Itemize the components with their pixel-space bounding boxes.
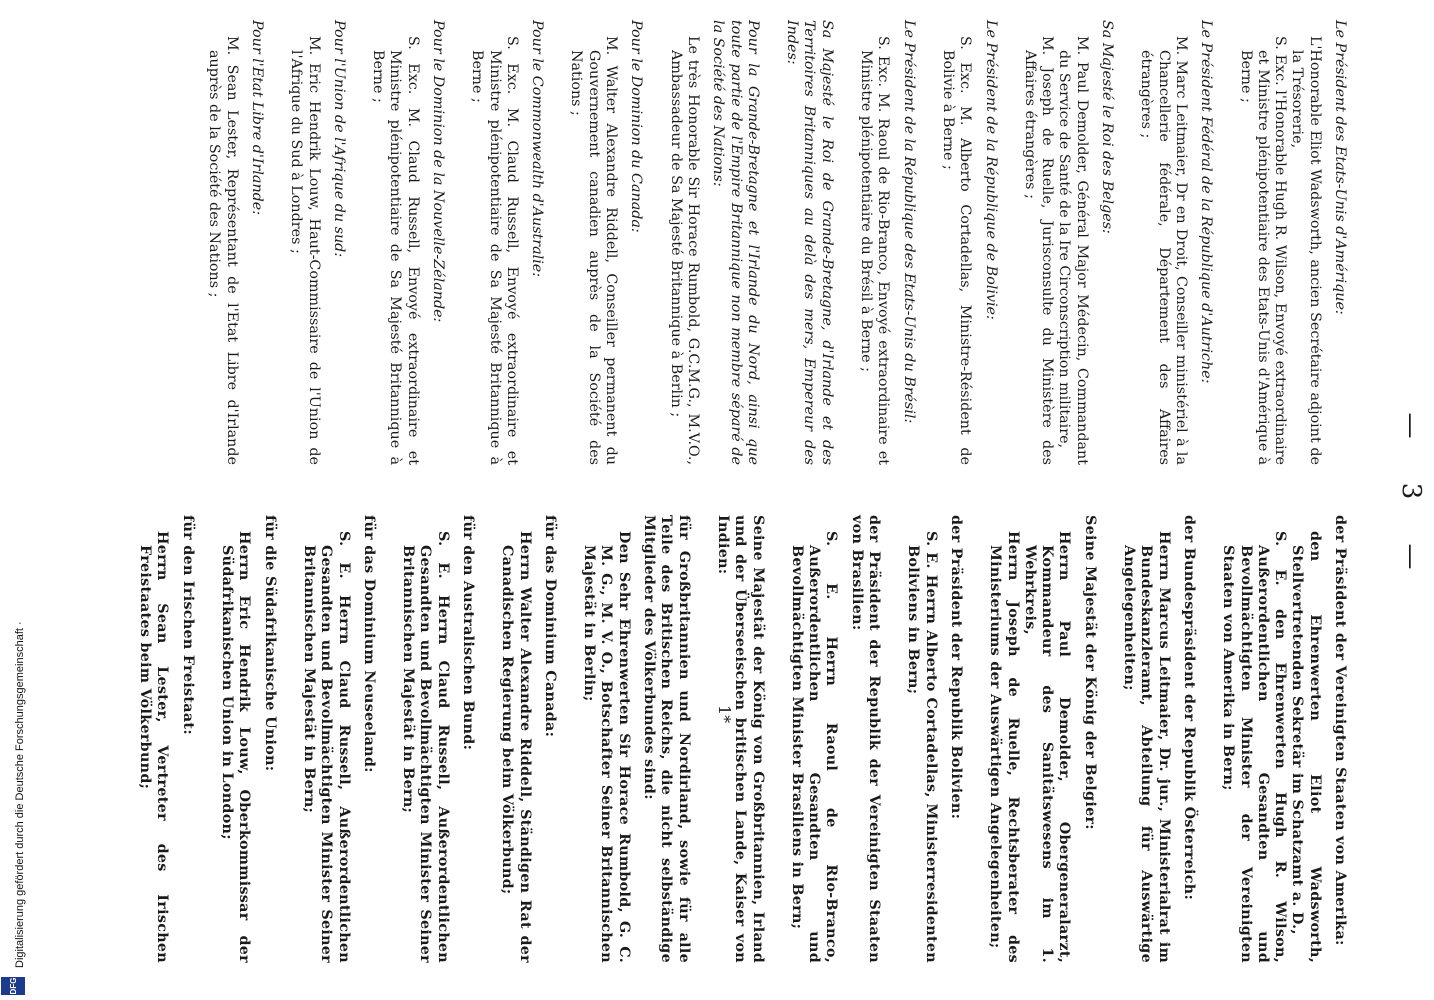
- french-entry-heading: Sa Majesté le Roi des Belges:: [1099, 20, 1116, 234]
- french-entry-heading: Sa Majesté le Roi de Grande-Bretagne, d'Irlande et des Territoires Britanniques au delà des mers, Empereur des Indes:: [784, 20, 835, 465]
- german-entry: [498, 515, 558, 963]
- german-entry-heading: der Bundespräsident der Republik Österreich:: [1180, 515, 1197, 901]
- german-entry: [1219, 515, 1348, 963]
- german-entry: [580, 515, 692, 963]
- german-entry-line: Herrn Marcus Leitmaier, Dr. jur., Ministerialrat im Bundeskanzleramt, Abteilung für Auswärtige Angelegenheiten;: [1121, 531, 1172, 963]
- german-entry: [399, 515, 476, 963]
- german-entry-line: S. E. Herrn Alberto Cortadellas, Ministerresidenten Boliviens in Bern;: [905, 531, 939, 963]
- french-entry-heading: Pour le Commonwealth d'Australie:: [529, 20, 546, 278]
- french-entry: [783, 20, 835, 465]
- page-number: — 3 —: [1396, 412, 1426, 588]
- german-entry: [714, 515, 766, 963]
- german-entry-line: S. E. den Ehrenwerten Hugh R. Wilson, Außerordentlichen Gesandten und Bevollmächtigten Minister der Vereinigten Staaten von Amerika in Bern;: [1220, 531, 1289, 963]
- german-entry: [300, 515, 377, 963]
- german-entry-line: Den Sehr Ehrenwerten Sir Horace Rumbold, G. C. M. G., M. V. O., Botschafter Seiner Britannischen Majestät in Berlin;: [581, 531, 632, 963]
- german-entry-heading: der Präsident der Republik der Vereinigten Staaten von Brasilien:: [848, 515, 883, 963]
- french-entry-heading: Le Président Fédéral de la République d'Autriche:: [1198, 20, 1215, 384]
- french-column: [183, 20, 1348, 465]
- german-entry-heading: der Präsident der Republik Bolivien:: [947, 515, 964, 820]
- german-entry-line: Herrn Walter Alexandre Riddell, Ständigen Rat der Canadischen Regierung beim Völkerbund;: [499, 531, 533, 963]
- german-entry-line: Herrn Eric Hendrik Louw, Oberkommissar der Südafrikanischen Union in London;: [219, 531, 253, 963]
- french-entry-line: M. Sean Lester, Représentant de l'Etat Libre d'Irlande auprès de la Société des Nations ;: [206, 36, 240, 465]
- german-entry-heading: für den Australischen Bund:: [460, 515, 477, 751]
- digitization-footer: [2, 2, 28, 998]
- french-entry-heading: Le Président de la République des Etats-Unis du Brésil:: [900, 20, 917, 424]
- french-entry-heading: Le Président des Etats-Unis d'Amérique:: [1332, 20, 1348, 315]
- french-entry-line: S. Exc. M. Raoul de Rio-Branco, Envoyé extraordinaire et Ministre plénipotentiaire du Brésil à Berne ;: [858, 36, 892, 465]
- german-entry: [788, 515, 882, 963]
- french-entry-line: M. Joseph de Ruelle, Jurisconsulte du Ministère des Affaires étrangères ;: [1021, 36, 1056, 465]
- french-entry-heading: Pour l'Union de l'Afrique du sud:: [330, 20, 347, 258]
- german-entry-heading: Seine Majestät der König von Großbritannien, Irland und der Überseeischen britischen Lande, Kaiser von Indien:: [714, 515, 766, 963]
- french-entry-heading: Pour le Dominion du Canada:: [628, 20, 645, 233]
- german-entry-line: Herrn Joseph de Ruelle, Rechtsberater des Ministeriums der Auswärtigen Angelegenheiten;: [987, 531, 1021, 963]
- french-entry-line: Le très Honorable Sir Horace Rumbold, G.C.M.G., M.V.O., Ambassadeur de Sa Majesté Britannique à Berlin ;: [667, 36, 701, 465]
- german-entry: [136, 515, 196, 963]
- signature-mark: 1*: [715, 705, 734, 724]
- german-entry-heading: für den Irischen Freistaat:: [179, 515, 196, 735]
- french-entry: [369, 20, 446, 465]
- french-entry-heading: Le Président de la République de Bolivie:: [982, 20, 999, 320]
- french-entry: [939, 20, 999, 465]
- german-entry-line: Herrn Sean Lester, Vertreter des Irischen Freistaates beim Völkerbund;: [137, 531, 171, 963]
- french-entry-line: M. Paul Demolder, Général Major Médecin, Commandant du Service de Santé de la Ire Circonscription militaire,: [1056, 36, 1090, 465]
- french-entry: [666, 20, 760, 465]
- german-entry-line: S. E. Herrn Claud Russell, Außerordentlichen Gesandten und Bevollmächtigten Minister Seiner Britannischen Majestät in Bern;: [300, 531, 352, 963]
- french-entry-heading: Pour le Dominion de la Nouvelle-Zélande:: [430, 20, 447, 323]
- german-entry-heading: Seine Majestät der König der Belgier:: [1081, 515, 1098, 830]
- german-entry-heading: für die Südafrikanische Union:: [261, 515, 278, 772]
- french-entry: [567, 20, 644, 465]
- german-entry: [904, 515, 964, 963]
- german-entry: [1120, 515, 1197, 963]
- french-entry-line: S. Exc. M. Claud Russell, Envoyé extraordinaire et Ministre plénipotentiaire de Sa Majesté Britannique à Berne ;: [469, 36, 520, 465]
- french-entry-line: M. Eric Hendrik Louw, Haut-Commissaire de l'Union de l'Afrique du Sud à Londres ;: [288, 36, 322, 465]
- french-entry: [1236, 20, 1348, 465]
- german-column: [114, 515, 1348, 963]
- french-entry: [205, 20, 265, 465]
- german-entry-line: Herrn Paul Demolder, Obergeneralarzt, Kommandeur des Sanitätswesens im 1. Wehrkreis,: [1021, 531, 1073, 963]
- french-entry-line: M. Marc Leitmaier, Dr en Droit, Conseiller ministériel à la Chancellerie fédérale, Département des Affaires étrangères ;: [1138, 36, 1189, 465]
- german-entry: [986, 515, 1098, 963]
- french-entry: [468, 20, 545, 465]
- french-entry-line: S. Exc. l'Honorable Hugh R. Wilson, Envoyé extraordinaire et Ministre plénipotentiaire des Etats-Unis d'Amérique à Berne ;: [1237, 36, 1289, 465]
- footer-text: Digitalisierung gefördert durch die Deutsche Forschungsgemeinschaft ·: [14, 621, 26, 968]
- german-entry-heading: der Präsident der Vereinigten Staaten von Amerika:: [1332, 515, 1348, 946]
- french-entry-line: S. Exc. M. Claud Russell, Envoyé extraordinaire et Ministre plénipotentiaire de Sa Majesté Britannique à Berne ;: [370, 36, 421, 465]
- german-entry-heading: für Großbritannien und Nordirland, sowie für alle Teile des Britischen Reichs, die nicht selbständige Mitglieder des Völkerbundes sind:: [641, 515, 692, 963]
- french-entry: [1137, 20, 1214, 465]
- french-entry-line: S. Exc. M. Alberto Cortadellas, Ministre-Résident de Bolivie à Berne ;: [939, 36, 974, 465]
- german-entry-line: S. E. Herrn Claud Russell, Außerordentlichen Gesandten und Bevollmächtigten Minister Seiner Britannischen Majestät in Bern;: [400, 531, 451, 963]
- french-entry: [1021, 20, 1115, 465]
- french-entry-line: M. Walter Alexandre Riddell, Conseiller permanent du Gouvernement canadien auprès de la Société des Nations ;: [568, 36, 620, 465]
- french-entry: [857, 20, 917, 465]
- french-entry-heading: Pour la Grande-Bretagne et l'Irlande du Nord, ainsi que toute partie de l'Empire Britannique non membre séparé de la Société des Nations:: [710, 20, 761, 465]
- german-entry-heading: für das Dominium Canada:: [541, 515, 558, 738]
- dfg-logo: DFG: [1, 977, 25, 995]
- german-entry-line: den Ehrenwerten Eliot Wadsworth, Stellvertretenden Sekretär im Schatzamt a. D.,: [1289, 531, 1323, 963]
- french-entry: [287, 20, 347, 465]
- french-entry-line: L'Honorable Eliot Wadsworth, ancien Secrétaire adjoint de la Trésorerie,: [1289, 36, 1323, 465]
- french-entry-heading: Pour l'Etat Libre d'Irlande:: [248, 20, 265, 216]
- german-entry-line: S. E. Herrn Raoul de Rio-Branco, Außerordentlichen Gesandten und Bevollmächtigten Minister Brasiliens in Bern;: [788, 531, 840, 963]
- german-entry-heading: für das Dominium Neuseeland:: [360, 515, 377, 773]
- german-entry: [218, 515, 278, 963]
